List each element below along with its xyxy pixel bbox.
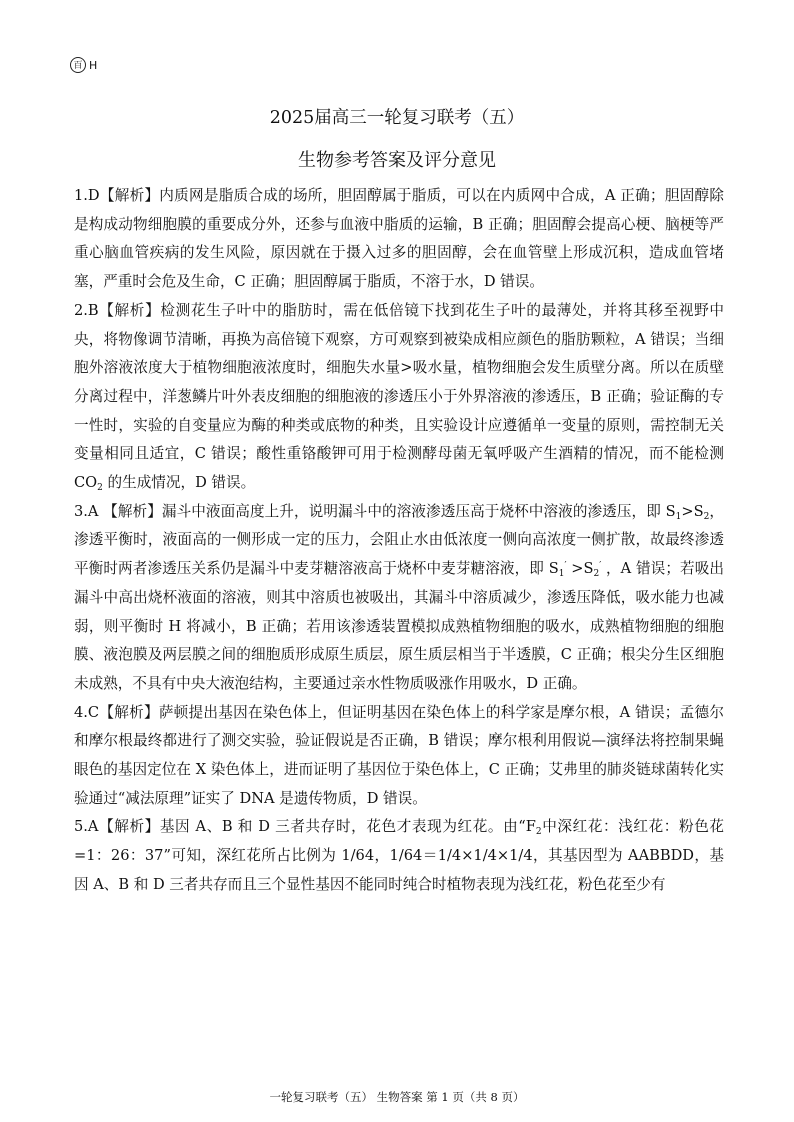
page-footer: 一轮复习联考（五） 生物答案 第 1 页（共 8 页） [269,1090,525,1104]
answer-1: 1.D【解析】内质网是脂质合成的场所，胆固醇属于脂质，可以在内质网中合成，A 正确；胆固醇除是构成动物细胞膜的重要成分外，还参与血液中脂质的运输，B 正确；胆固醇会提高心梗、脑梗等严重心脑血管疾病的发生风险，原因就在于摄入过多的胆固醇，会在血管壁上形成沉积，造成血管堵塞，严重时会危及生命，C 正确；胆固醇属于脂质，不溶于水，D 错误。 [74,187,724,291]
answer-3-text-end: ，A 错误；若吸出漏斗中高出烧杯液面的溶液，则其中溶质也被吸出，其漏斗中溶质减少，渗透压降低，吸水能力也减弱，则平衡时 H 将减小，B 正确；若用该渗透装置模拟成熟植物细胞的吸水，成熟植物细胞的细胞膜、液泡膜及两层膜之间的细胞质形成原生质层，原生质层相当于半透膜，C 正确；根尖分生区细胞未成熟，不具有中央大液泡结构，主要通过亲水性物质吸涨作用吸水，D 正确。 [74,560,724,692]
answer-3-text: 3.A 【解析】漏斗中液面高度上升，说明漏斗中的溶液渗透压高于烧杯中溶液的渗透压，即 [74,502,666,520]
answer-5 [74,813,724,899]
page-subtitle: 生物参考答案及评分意见 [298,150,496,171]
answer-5-text: 5.A【解析】基因 A、B 和 D 三者共存时，花色才表现为红花。由“F [74,818,536,836]
publisher-logo [70,57,97,73]
answer-4: 4.C【解析】萨顿提出基因在染色体上，但证明基因在染色体上的科学家是摩尔根，A 错误；孟德尔和摩尔根最终都进行了测交实验，验证假说是否正确，B 错误；摩尔根利用假说—演绎法将控制果蝇眼色的基因定位在 X 染色体上，进而证明了基因位于染色体上，C 正确；艾弗里的肺炎链球菌转化实验通过“减法原理”证实了 DNA 是遗传物质，D 错误。 [74,703,724,807]
co2-subscript: 2 [97,483,103,494]
symbol-s: S [548,560,559,578]
answer-2-text-end: 的生成情况，D 错误。 [102,474,256,492]
answer-5-text-end: 中深红花：浅红花：粉色花=1：26：37”可知，深红花所占比例为 1/64，1/64＝1/4×1/4×1/4，其基因型为 AABBDD，基因 A、B 和 D 三者共存而且三个显性基因不能同时纯合时植物表现为浅红花，粉色花至少有 [74,818,724,893]
answer-2-text: 2.B【解析】检测花生子叶中的脂肪时，需在低倍镜下找到花生子叶的最薄处，并将其移至视野中央，将物像调节清晰，再换为高倍镜下观察，方可观察到被染成相应颜色的脂肪颗粒，A 错误；当细胞外溶液浓度大于植物细胞液浓度时，细胞失水量>吸水量，植物细胞会发生质壁分离。所以在质壁分离过程中，洋葱鳞片叶外表皮细胞的细胞液的渗透压小于外界溶液的渗透压，B 正确；验证酶的专一性时，实验的自变量应为酶的种类或底物的种类，且实验设计应遵循单一变量的原则，需控制无关变量相同且适宜，C 错误；酸性重铬酸钾可用于检测酵母菌无氧呼吸产生酒精的情况，而不能检测 CO [74,301,724,492]
subscript: 2 [703,511,710,522]
symbol-s: S [665,502,676,520]
page-title: 2025届高三一轮复习联考（五） [269,108,525,128]
answer-2 [74,297,724,498]
subscript: 1 [675,511,682,522]
subscript: 2 [593,569,600,580]
answer-content [74,182,724,900]
logo-letter: H [89,58,98,72]
prime: ′ [599,561,602,572]
symbol-gt-s: >S [681,502,704,520]
answer-3 [74,498,724,699]
prime: ′ [564,561,567,572]
symbol-gt-s: >S [566,560,594,578]
logo-circle-icon: 百 [70,57,86,73]
answer-3-text-mid: ，渗透平衡时，液面高的一侧形成一定的压力，会阻止水由低浓度一侧向高浓度一侧扩散，故最终渗透平衡时两者渗透压关系仍是漏斗中麦芽糖溶液高于烧杯中麦芽糖溶液，即 [74,502,724,578]
f2-subscript: 2 [535,827,542,838]
subscript: 1 [558,569,565,580]
